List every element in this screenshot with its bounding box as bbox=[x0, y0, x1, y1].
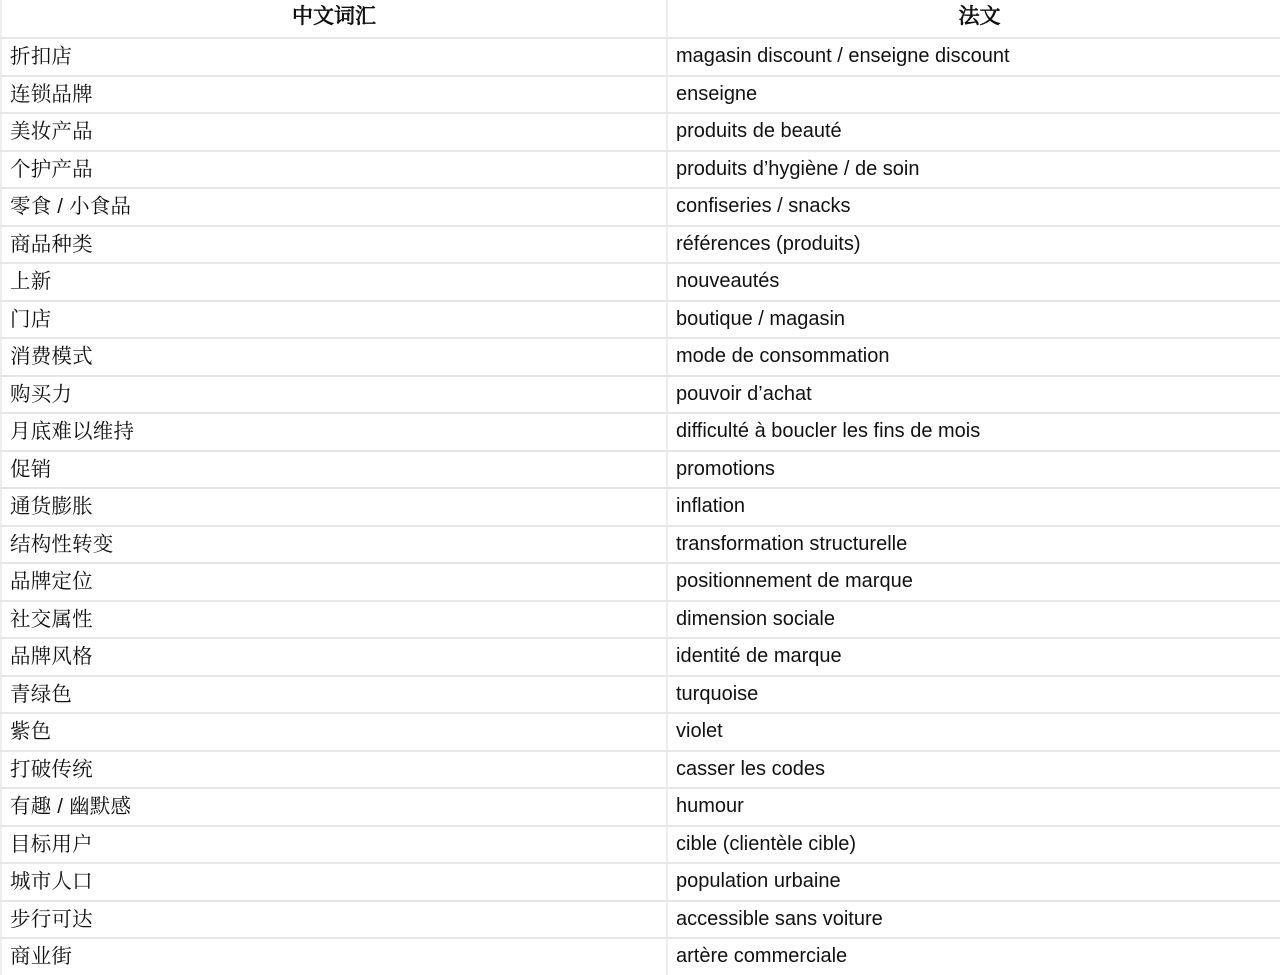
table-row bbox=[1, 38, 1280, 76]
cell-french-term: pouvoir d’achat bbox=[667, 376, 1280, 414]
cell-french-term: dimension sociale bbox=[667, 601, 1280, 639]
cell-chinese-term: 城市人口 bbox=[1, 863, 667, 901]
cell-french-term: artère commerciale bbox=[667, 938, 1280, 975]
table-row bbox=[1, 901, 1280, 939]
cell-chinese-term: 青绿色 bbox=[1, 676, 667, 714]
table-row bbox=[1, 188, 1280, 226]
cell-chinese-term: 品牌定位 bbox=[1, 563, 667, 601]
table-row bbox=[1, 113, 1280, 151]
cell-chinese-term: 商品种类 bbox=[1, 226, 667, 264]
table-row bbox=[1, 938, 1280, 975]
cell-french-term: enseigne bbox=[667, 76, 1280, 114]
cell-french-term: produits de beauté bbox=[667, 113, 1280, 151]
table-row bbox=[1, 226, 1280, 264]
table-row bbox=[1, 563, 1280, 601]
cell-french-term: positionnement de marque bbox=[667, 563, 1280, 601]
cell-chinese-term: 折扣店 bbox=[1, 38, 667, 76]
cell-chinese-term: 促销 bbox=[1, 451, 667, 489]
cell-french-term: promotions bbox=[667, 451, 1280, 489]
table-body bbox=[1, 38, 1280, 975]
table-row bbox=[1, 151, 1280, 189]
cell-chinese-term: 有趣 / 幽默感 bbox=[1, 788, 667, 826]
table-row bbox=[1, 76, 1280, 114]
table-row bbox=[1, 301, 1280, 339]
cell-chinese-term: 连锁品牌 bbox=[1, 76, 667, 114]
table-row bbox=[1, 751, 1280, 789]
cell-french-term: magasin discount / enseigne discount bbox=[667, 38, 1280, 76]
table-row bbox=[1, 601, 1280, 639]
cell-french-term: transformation structurelle bbox=[667, 526, 1280, 564]
cell-french-term: casser les codes bbox=[667, 751, 1280, 789]
table-row bbox=[1, 826, 1280, 864]
cell-chinese-term: 美妆产品 bbox=[1, 113, 667, 151]
cell-french-term: nouveautés bbox=[667, 263, 1280, 301]
cell-chinese-term: 打破传统 bbox=[1, 751, 667, 789]
cell-chinese-term: 社交属性 bbox=[1, 601, 667, 639]
cell-chinese-term: 商业街 bbox=[1, 938, 667, 975]
cell-french-term: difficulté à boucler les fins de mois bbox=[667, 413, 1280, 451]
table-row bbox=[1, 451, 1280, 489]
cell-chinese-term: 步行可达 bbox=[1, 901, 667, 939]
cell-chinese-term: 品牌风格 bbox=[1, 638, 667, 676]
cell-french-term: inflation bbox=[667, 488, 1280, 526]
cell-french-term: produits d’hygiène / de soin bbox=[667, 151, 1280, 189]
cell-french-term: turquoise bbox=[667, 676, 1280, 714]
column-header-chinese: 中文词汇 bbox=[1, 0, 667, 38]
cell-chinese-term: 结构性转变 bbox=[1, 526, 667, 564]
table-row bbox=[1, 488, 1280, 526]
table-row bbox=[1, 376, 1280, 414]
table-row bbox=[1, 863, 1280, 901]
table-header-row bbox=[1, 0, 1280, 38]
cell-french-term: boutique / magasin bbox=[667, 301, 1280, 339]
cell-french-term: références (produits) bbox=[667, 226, 1280, 264]
cell-french-term: violet bbox=[667, 713, 1280, 751]
table-row bbox=[1, 338, 1280, 376]
column-header-french: 法文 bbox=[667, 0, 1280, 38]
cell-french-term: population urbaine bbox=[667, 863, 1280, 901]
table-row bbox=[1, 788, 1280, 826]
cell-chinese-term: 个护产品 bbox=[1, 151, 667, 189]
cell-french-term: accessible sans voiture bbox=[667, 901, 1280, 939]
cell-chinese-term: 零食 / 小食品 bbox=[1, 188, 667, 226]
table-row bbox=[1, 263, 1280, 301]
cell-chinese-term: 紫色 bbox=[1, 713, 667, 751]
cell-french-term: mode de consommation bbox=[667, 338, 1280, 376]
table-row bbox=[1, 638, 1280, 676]
cell-chinese-term: 月底难以维持 bbox=[1, 413, 667, 451]
table-header bbox=[1, 0, 1280, 38]
cell-french-term: identité de marque bbox=[667, 638, 1280, 676]
cell-french-term: humour bbox=[667, 788, 1280, 826]
cell-french-term: confiseries / snacks bbox=[667, 188, 1280, 226]
table-row bbox=[1, 713, 1280, 751]
table-row bbox=[1, 526, 1280, 564]
table-row bbox=[1, 413, 1280, 451]
cell-french-term: cible (clientèle cible) bbox=[667, 826, 1280, 864]
cell-chinese-term: 购买力 bbox=[1, 376, 667, 414]
table-row bbox=[1, 676, 1280, 714]
cell-chinese-term: 目标用户 bbox=[1, 826, 667, 864]
cell-chinese-term: 门店 bbox=[1, 301, 667, 339]
cell-chinese-term: 通货膨胀 bbox=[1, 488, 667, 526]
cell-chinese-term: 消费模式 bbox=[1, 338, 667, 376]
cell-chinese-term: 上新 bbox=[1, 263, 667, 301]
